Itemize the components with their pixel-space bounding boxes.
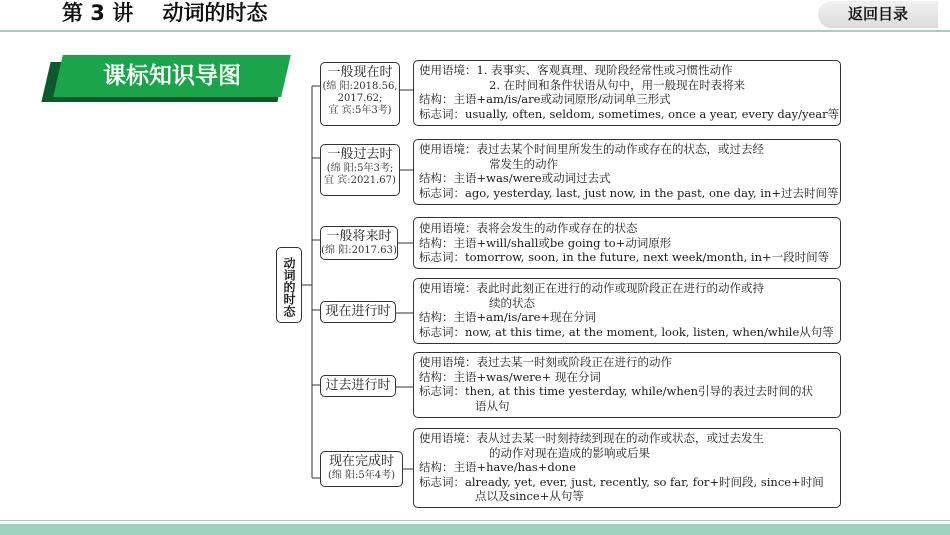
root-node-label: 动词的时态 xyxy=(282,256,296,317)
detail-line: 标志词：now, at this time, at the moment, look, listen, when/while从句等 xyxy=(419,324,834,339)
tense-exam-note: (绵 阳:2017.63) xyxy=(321,245,397,256)
section-banner-label: 课标知识导图 xyxy=(103,63,241,89)
detail-line: 使用语境：表过去某一时刻或阶段正在进行的动作 xyxy=(419,355,672,369)
detail-line: 结构：主语+was/were+ 现在分词 xyxy=(419,369,601,384)
detail-line: 使用语境：表过去某个时间里所发生的动作或存在的状态，或过去经 xyxy=(419,142,764,156)
footer-bar xyxy=(0,524,950,535)
tense-node-simple-future xyxy=(320,226,398,260)
detail-line: 语从句 xyxy=(475,398,510,413)
return-contents-button[interactable]: 返回目录 xyxy=(818,1,938,28)
detail-box-present-perfect xyxy=(413,428,841,508)
detail-line: 结构：主语+am/is/are或动词原形/动词单三形式 xyxy=(419,92,671,106)
detail-line: 标志词：ago, yesterday, last, just now, in the past, one day, in+过去时间等 xyxy=(419,185,839,200)
detail-line: 标志词：then, at this time yesterday, while/when引导的表过去时间的状 xyxy=(419,384,813,398)
tense-exam-note: (绵 阳:5年4考) xyxy=(327,470,396,481)
detail-line: 结构：主语+have/has+done xyxy=(419,460,576,474)
tense-exam-note: (绵 阳:2018.56, 2017.62; 宜 宾:5年3考) xyxy=(322,81,398,116)
tense-name: 过去进行时 xyxy=(325,378,391,393)
detail-box-simple-past xyxy=(413,139,841,205)
detail-line: 结构：主语+was/were或动词过去式 xyxy=(419,171,611,185)
detail-line: 标志词：tomorrow, soon, in the future, next week/month, in+一段时间等 xyxy=(419,250,830,264)
tense-node-simple-present xyxy=(320,62,400,126)
detail-line: 使用语境：表此时此刻正在进行的动作或现阶段正在进行的动作或持 xyxy=(419,281,764,295)
detail-line: 结构：主语+am/is/are+现在分词 xyxy=(419,310,597,324)
tense-name: 一般将来时 xyxy=(326,229,392,244)
tense-node-present-continuous xyxy=(320,301,396,323)
tense-node-past-continuous xyxy=(320,375,396,397)
detail-line: 使用语境：表从过去某一时刻持续到现在的动作或状态，或过去发生 xyxy=(419,431,764,445)
detail-line: 2. 在时间和条件状语从句中，用一般现在时表将来 xyxy=(489,77,746,92)
tense-name: 现在完成时 xyxy=(328,454,394,469)
tense-exam-note: (绵 阳:5年3考; 宜 宾:2021.67) xyxy=(324,163,396,186)
detail-line: 常发生的动作 xyxy=(489,156,558,171)
tense-name: 一般过去时 xyxy=(327,147,393,162)
detail-box-simple-future xyxy=(413,217,841,269)
detail-box-present-continuous xyxy=(413,278,841,344)
detail-line: 使用语境：表将会发生的动作或存在的状态 xyxy=(419,221,638,235)
detail-line: 续的状态 xyxy=(489,295,535,310)
detail-line: 使用语境：1. 表事实、客观真理、现阶段经常性或习惯性动作 xyxy=(419,63,733,77)
detail-line: 点以及since+从句等 xyxy=(475,489,584,503)
tense-name: 现在进行时 xyxy=(325,304,391,319)
root-node xyxy=(276,247,302,323)
tense-node-simple-past xyxy=(320,144,400,196)
tense-name: 一般现在时 xyxy=(327,65,393,80)
detail-line: 的动作对现在造成的影响或后果 xyxy=(489,445,650,460)
detail-line: 标志词：usually, often, seldom, sometimes, once a year, every day/year等 xyxy=(419,106,840,121)
detail-line: 标志词：already, yet, ever, just, recently, so far, for+时间段, since+时间 xyxy=(419,474,824,489)
detail-box-simple-present xyxy=(413,60,841,126)
footer-divider xyxy=(0,520,950,521)
detail-box-past-continuous xyxy=(413,352,841,418)
detail-line: 结构：主语+will/shall或be going to+动词原形 xyxy=(419,235,672,250)
page-title: 第 3 讲 动词的时态 xyxy=(62,1,268,25)
tense-node-present-perfect xyxy=(320,451,403,487)
